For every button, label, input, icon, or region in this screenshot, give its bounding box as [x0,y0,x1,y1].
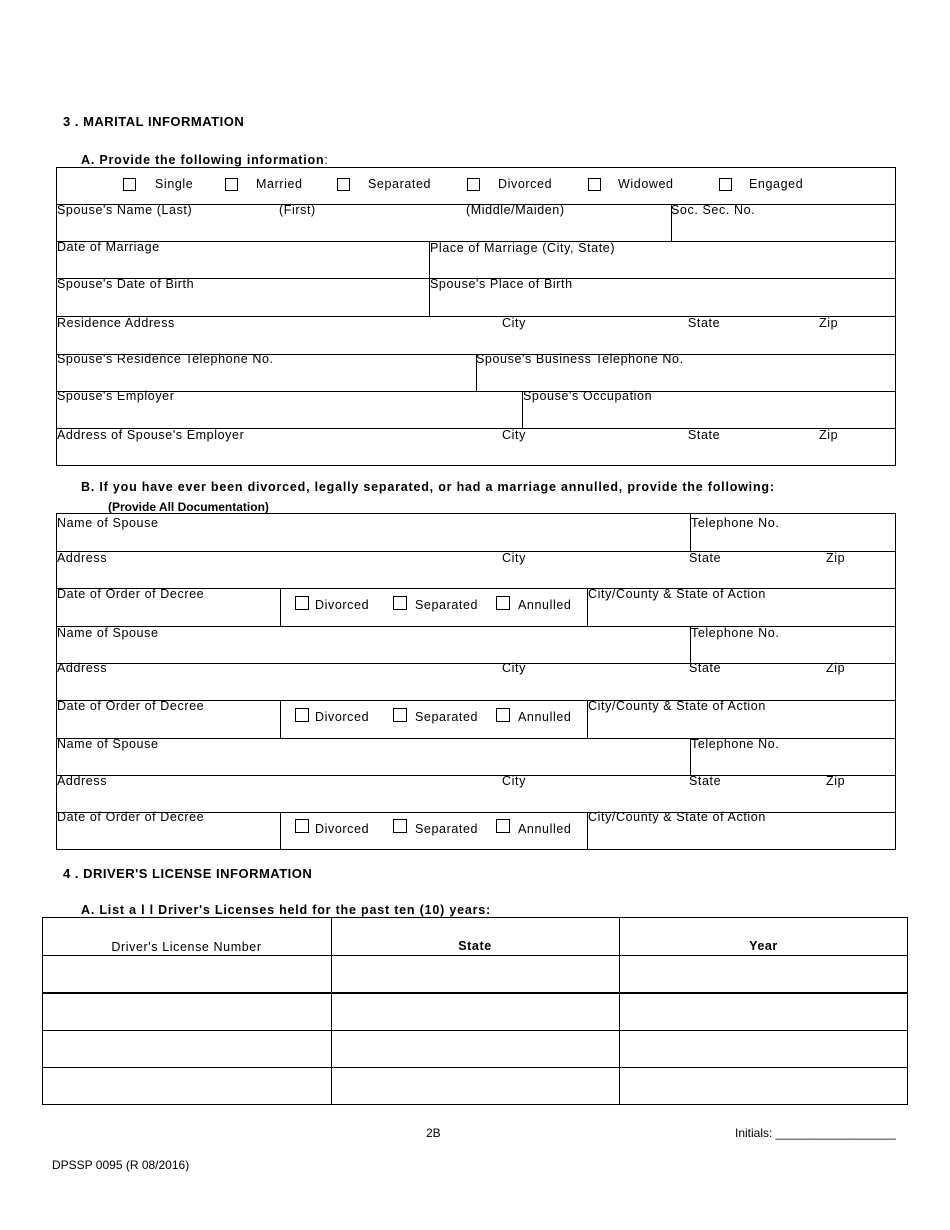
residence-zip-label: Zip [819,316,839,330]
spouse-1-annulled-checkbox[interactable] [496,596,510,610]
employer-zip-label: Zip [819,428,839,442]
ssn-label: Soc. Sec. No. [671,203,756,217]
spouse-2-annulled-checkbox[interactable] [496,708,510,722]
spouse-1-name-label: Name of Spouse [57,516,159,530]
place-of-marriage-label: Place of Marriage (City, State) [430,241,616,255]
year-cell-3[interactable] [621,1032,906,1066]
spouse-name-last-label: Spouse's Name (Last) [57,203,193,217]
spouse-employer-label: Spouse's Employer [57,389,175,403]
license-number-cell-4[interactable] [44,1069,329,1103]
license-number-cell-2[interactable] [44,995,329,1029]
spouse-1-zip-label: Zip [826,551,846,565]
spouse-2-address-label: Address [57,661,108,675]
spouse-1-divorced-label: Divorced [315,598,370,612]
spouse-1-divorced-checkbox[interactable] [295,596,309,610]
engaged-label: Engaged [749,177,804,191]
spouse-1-action-location-label: City/County & State of Action [588,587,766,601]
spouse-2-annulled-label: Annulled [518,710,572,724]
separated-checkbox[interactable] [337,178,350,191]
business-phone-label: Spouse's Business Telephone No. [476,352,684,366]
engaged-checkbox[interactable] [719,178,732,191]
spouse-3-zip-label: Zip [826,774,846,788]
spouse-3-name-label: Name of Spouse [57,737,159,751]
spouse-2-separated-checkbox[interactable] [393,708,407,722]
license-number-cell-1[interactable] [44,957,329,991]
spouse-3-divorced-label: Divorced [315,822,370,836]
year-cell-4[interactable] [621,1069,906,1103]
spouse-pob-label: Spouse's Place of Birth [430,277,573,291]
year-cell-1[interactable] [621,957,906,991]
widowed-label: Widowed [618,177,674,191]
spouse-3-separated-label: Separated [415,822,479,836]
spouse-1-order-date-label: Date of Order of Decree [57,587,205,601]
provide-documentation-note: (Provide All Documentation) [108,500,269,514]
section-3b-heading: B. If you have ever been divorced, legally separated, or had a marriage annulled, provide the following: [81,480,775,494]
section-3a-heading: A. Provide the following information: [81,153,329,167]
license-number-cell-3[interactable] [44,1032,329,1066]
spouse-1-telephone-label: Telephone No. [691,516,780,530]
year-column-header: Year [749,939,778,953]
state-cell-1[interactable] [333,957,617,991]
spouse-2-separated-label: Separated [415,710,479,724]
spouse-2-city-label: City [502,661,526,675]
widowed-checkbox[interactable] [588,178,601,191]
section-4a-heading: A. List a l l Driver's Licenses held for the past ten (10) years: [81,903,491,917]
spouse-1-address-label: Address [57,551,108,565]
employer-address-label: Address of Spouse's Employer [57,428,245,442]
single-checkbox[interactable] [123,178,136,191]
spouse-3-annulled-checkbox[interactable] [496,819,510,833]
spouse-3-address-label: Address [57,774,108,788]
state-cell-2[interactable] [333,995,617,1029]
spouse-3-separated-checkbox[interactable] [393,819,407,833]
employer-state-label: State [688,428,721,442]
spouse-1-city-label: City [502,551,526,565]
spouse-1-separated-label: Separated [415,598,479,612]
married-checkbox[interactable] [225,178,238,191]
spouse-dob-label: Spouse's Date of Birth [57,277,195,291]
license-number-column-header: Driver's License Number [111,940,262,954]
separated-label: Separated [368,177,432,191]
residence-city-label: City [502,316,526,330]
divorced-checkbox[interactable] [467,178,480,191]
spouse-2-telephone-label: Telephone No. [691,626,780,640]
residence-state-label: State [688,316,721,330]
spouse-3-annulled-label: Annulled [518,822,572,836]
section-3-title: 3 . MARITAL INFORMATION [63,114,245,129]
state-cell-4[interactable] [333,1069,617,1103]
form-id: DPSSP 0095 (R 08/2016) [52,1158,190,1172]
spouse-2-divorced-checkbox[interactable] [295,708,309,722]
spouse-3-city-label: City [502,774,526,788]
spouse-2-zip-label: Zip [826,661,846,675]
residence-address-label: Residence Address [57,316,175,330]
spouse-3-divorced-checkbox[interactable] [295,819,309,833]
spouse-3-action-location-label: City/County & State of Action [588,810,766,824]
spouse-1-separated-checkbox[interactable] [393,596,407,610]
divorced-label: Divorced [498,177,553,191]
residence-phone-label: Spouse's Residence Telephone No. [57,352,274,366]
spouse-3-state-label: State [689,774,722,788]
state-cell-3[interactable] [333,1032,617,1066]
spouse-1-annulled-label: Annulled [518,598,572,612]
spouse-2-name-label: Name of Spouse [57,626,159,640]
employer-city-label: City [502,428,526,442]
date-of-marriage-label: Date of Marriage [57,240,160,254]
page-number: 2B [426,1126,441,1140]
spouse-2-order-date-label: Date of Order of Decree [57,699,205,713]
initials-field[interactable]: Initials: __________________ [735,1126,896,1140]
section-4-title: 4 . DRIVER'S LICENSE INFORMATION [63,866,313,881]
spouse-occupation-label: Spouse's Occupation [523,389,653,403]
spouse-1-state-label: State [689,551,722,565]
single-label: Single [155,177,194,191]
first-name-label: (First) [279,203,316,217]
spouse-2-divorced-label: Divorced [315,710,370,724]
married-label: Married [256,177,303,191]
middle-maiden-label: (Middle/Maiden) [466,203,565,217]
spouse-3-order-date-label: Date of Order of Decree [57,810,205,824]
spouse-2-action-location-label: City/County & State of Action [588,699,766,713]
spouse-3-telephone-label: Telephone No. [691,737,780,751]
state-column-header: State [458,939,492,953]
spouse-2-state-label: State [689,661,722,675]
divorce-history-table [56,513,896,850]
year-cell-2[interactable] [621,995,906,1029]
